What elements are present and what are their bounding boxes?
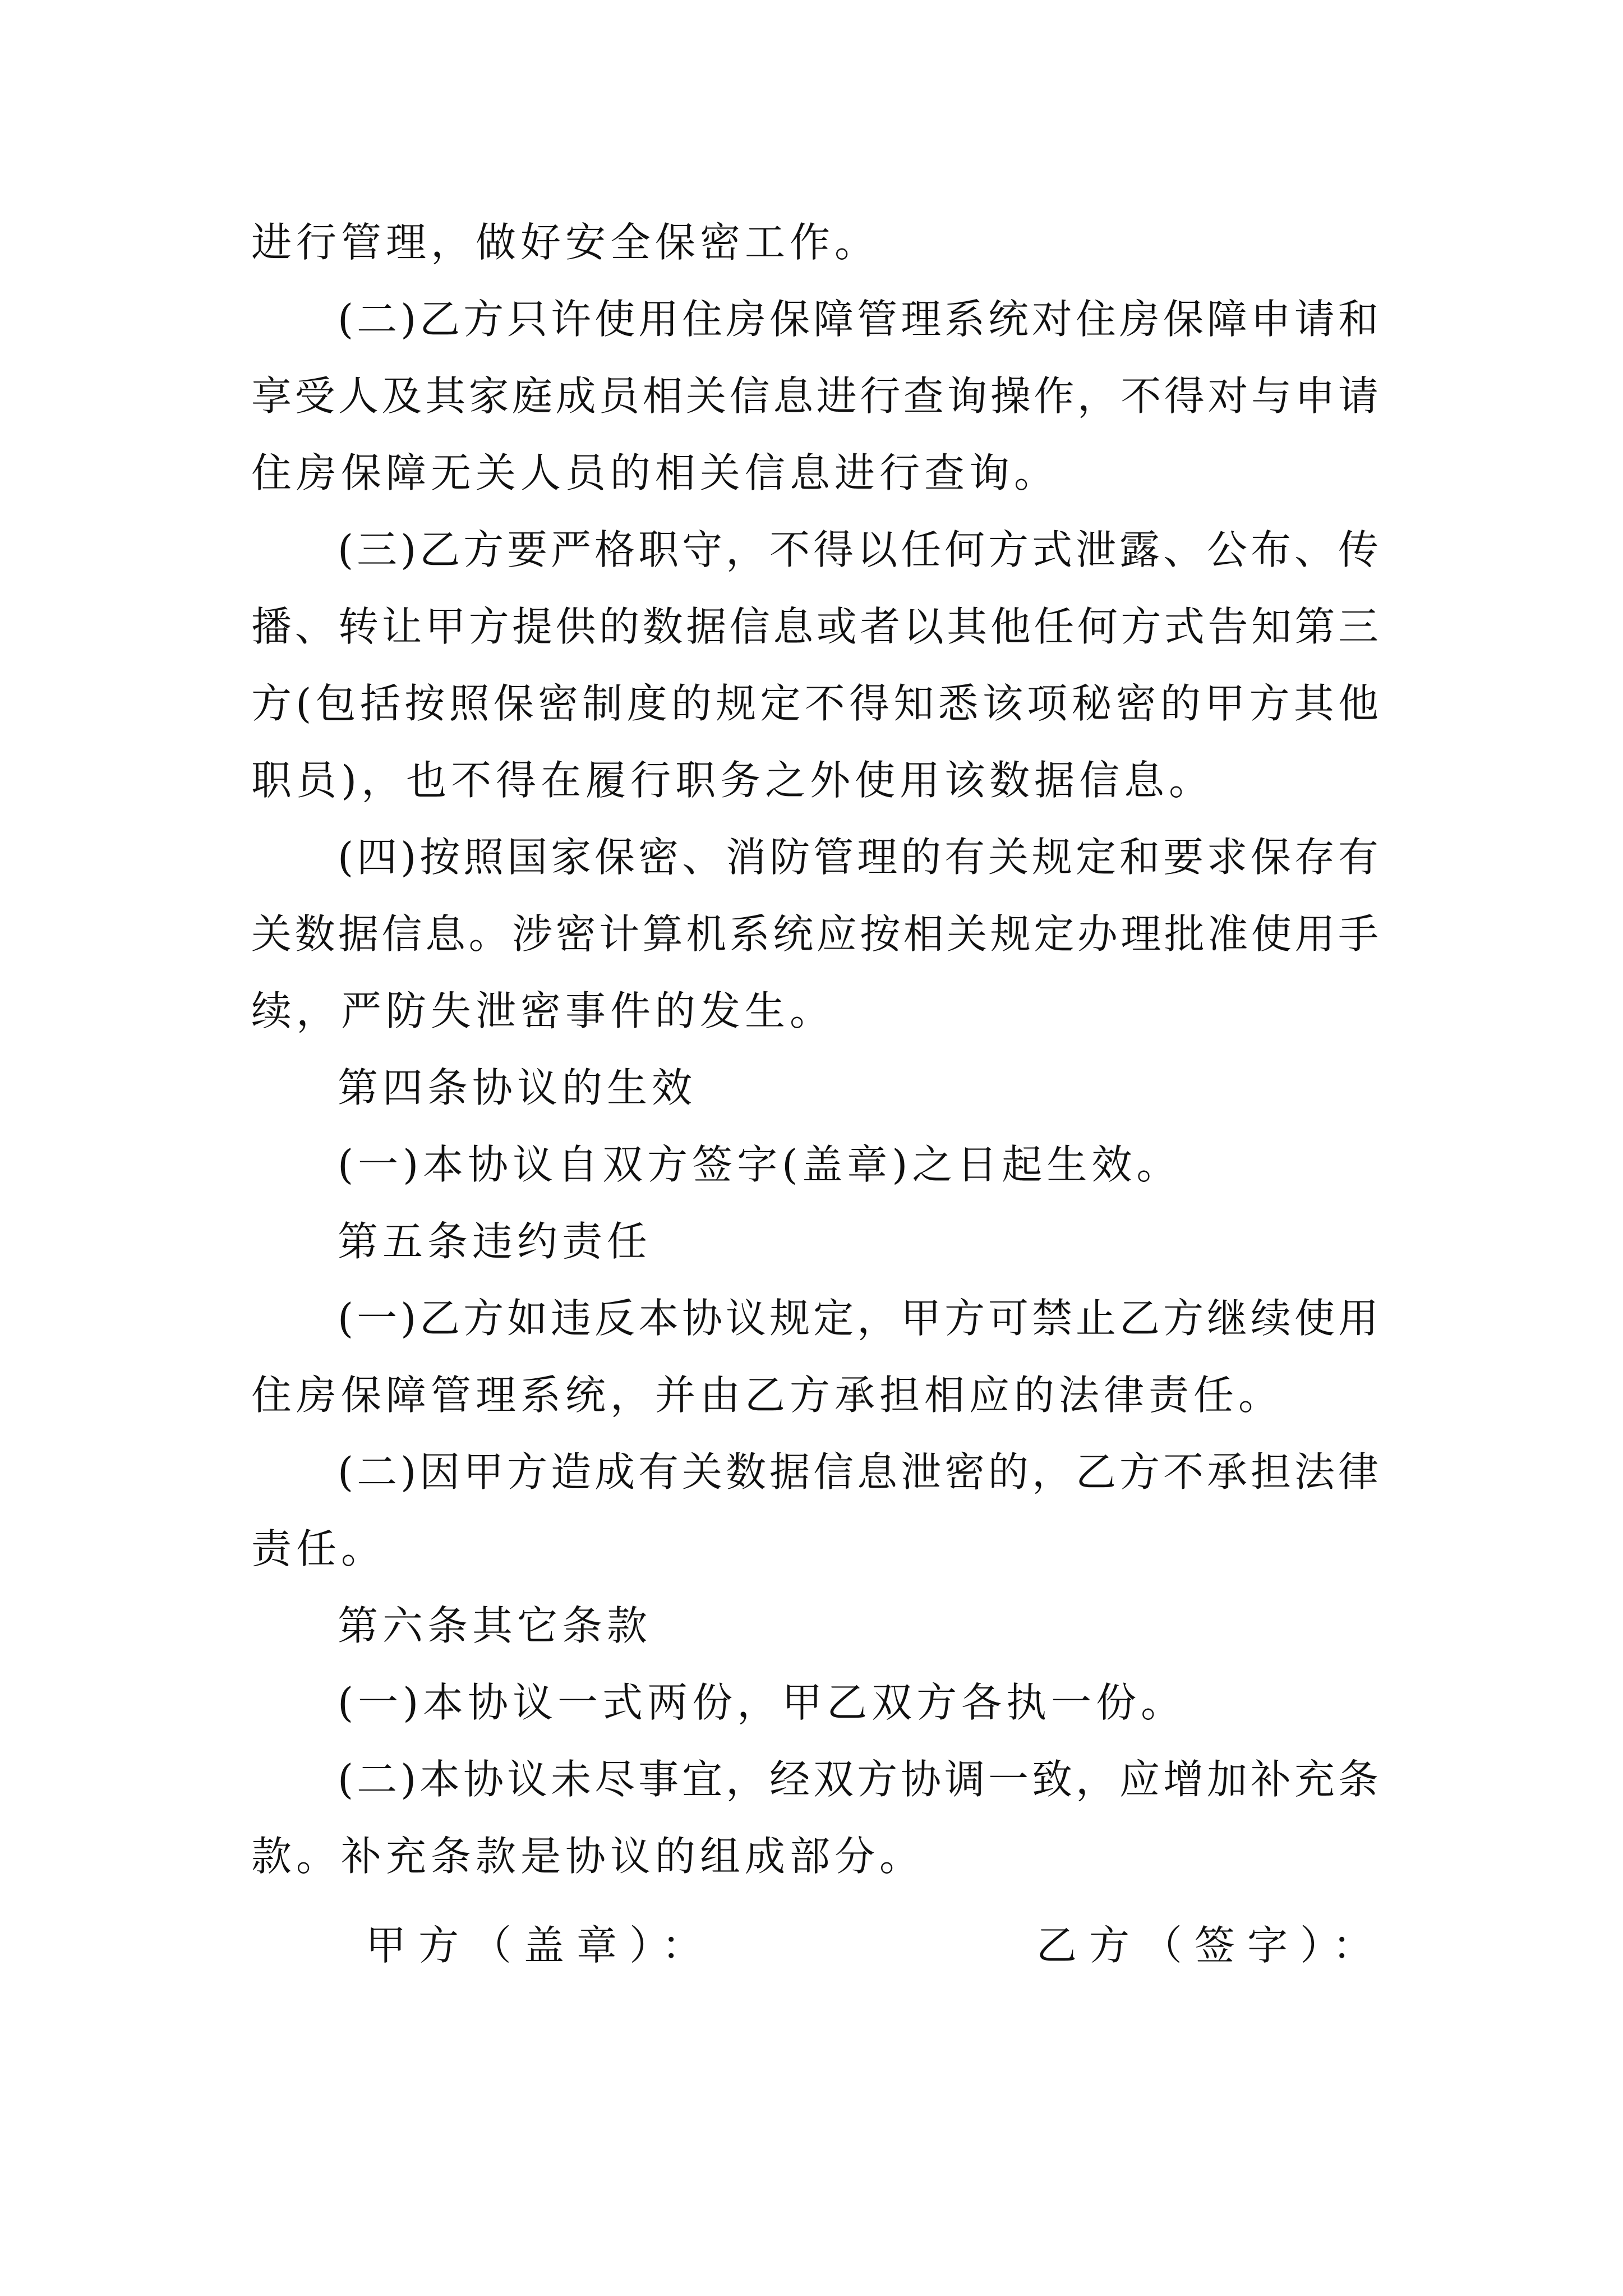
party-a-signature-label: 甲方（盖章）： <box>366 1922 715 1969</box>
body-line: 续，严防失泄密事件的发生。 <box>251 987 835 1034</box>
body-line: (一)本协议一式两份，甲乙双方各执一份。 <box>338 1679 1186 1726</box>
body-line: (一)乙方如违反本协议规定，甲方可禁止乙方继续使用 <box>338 1295 1378 1342</box>
body-line: 责任。 <box>251 1525 386 1572</box>
body-line: (四)按照国家保密、消防管理的有关规定和要求保存有 <box>338 834 1378 881</box>
section-heading: 第四条协议的生效 <box>338 1064 697 1111</box>
body-line: 款。补充条款是协议的组成部分。 <box>251 1833 925 1880</box>
body-line: 享受人及其家庭成员相关信息进行查询操作，不得对与申请 <box>251 372 1378 420</box>
body-line: 职员)，也不得在履行职务之外使用该数据信息。 <box>251 757 1214 804</box>
body-line: 方(包括按照保密制度的规定不得知悉该项秘密的甲方其他 <box>251 680 1378 727</box>
body-line: 关数据信息。涉密计算机系统应按相关规定办理批准使用手 <box>251 910 1378 958</box>
body-line: (二)乙方只许使用住房保障管理系统对住房保障申请和 <box>338 296 1378 343</box>
body-line: 进行管理，做好安全保密工作。 <box>251 219 880 266</box>
signature-row <box>0 1907 1623 1984</box>
body-line: 住房保障管理系统，并由乙方承担相应的法律责任。 <box>251 1372 1284 1419</box>
section-heading: 第六条其它条款 <box>338 1602 652 1649</box>
agreement-body <box>251 204 1378 1895</box>
body-line: (一)本协议自双方签字(盖章)之日起生效。 <box>338 1141 1182 1188</box>
party-b-signature-label: 乙方（签字）： <box>1036 1922 1386 1969</box>
body-line: 播、转让甲方提供的数据信息或者以其他任何方式告知第三 <box>251 603 1378 650</box>
section-heading: 第五条违约责任 <box>338 1218 652 1265</box>
body-line: (二)本协议未尽事宜，经双方协调一致，应增加补充条 <box>338 1756 1378 1803</box>
body-line: (三)乙方要严格职守，不得以任何方式泄露、公布、传 <box>338 526 1378 573</box>
body-line: 住房保障无关人员的相关信息进行查询。 <box>251 449 1059 496</box>
body-line: (二)因甲方造成有关数据信息泄密的，乙方不承担法律 <box>338 1448 1378 1496</box>
